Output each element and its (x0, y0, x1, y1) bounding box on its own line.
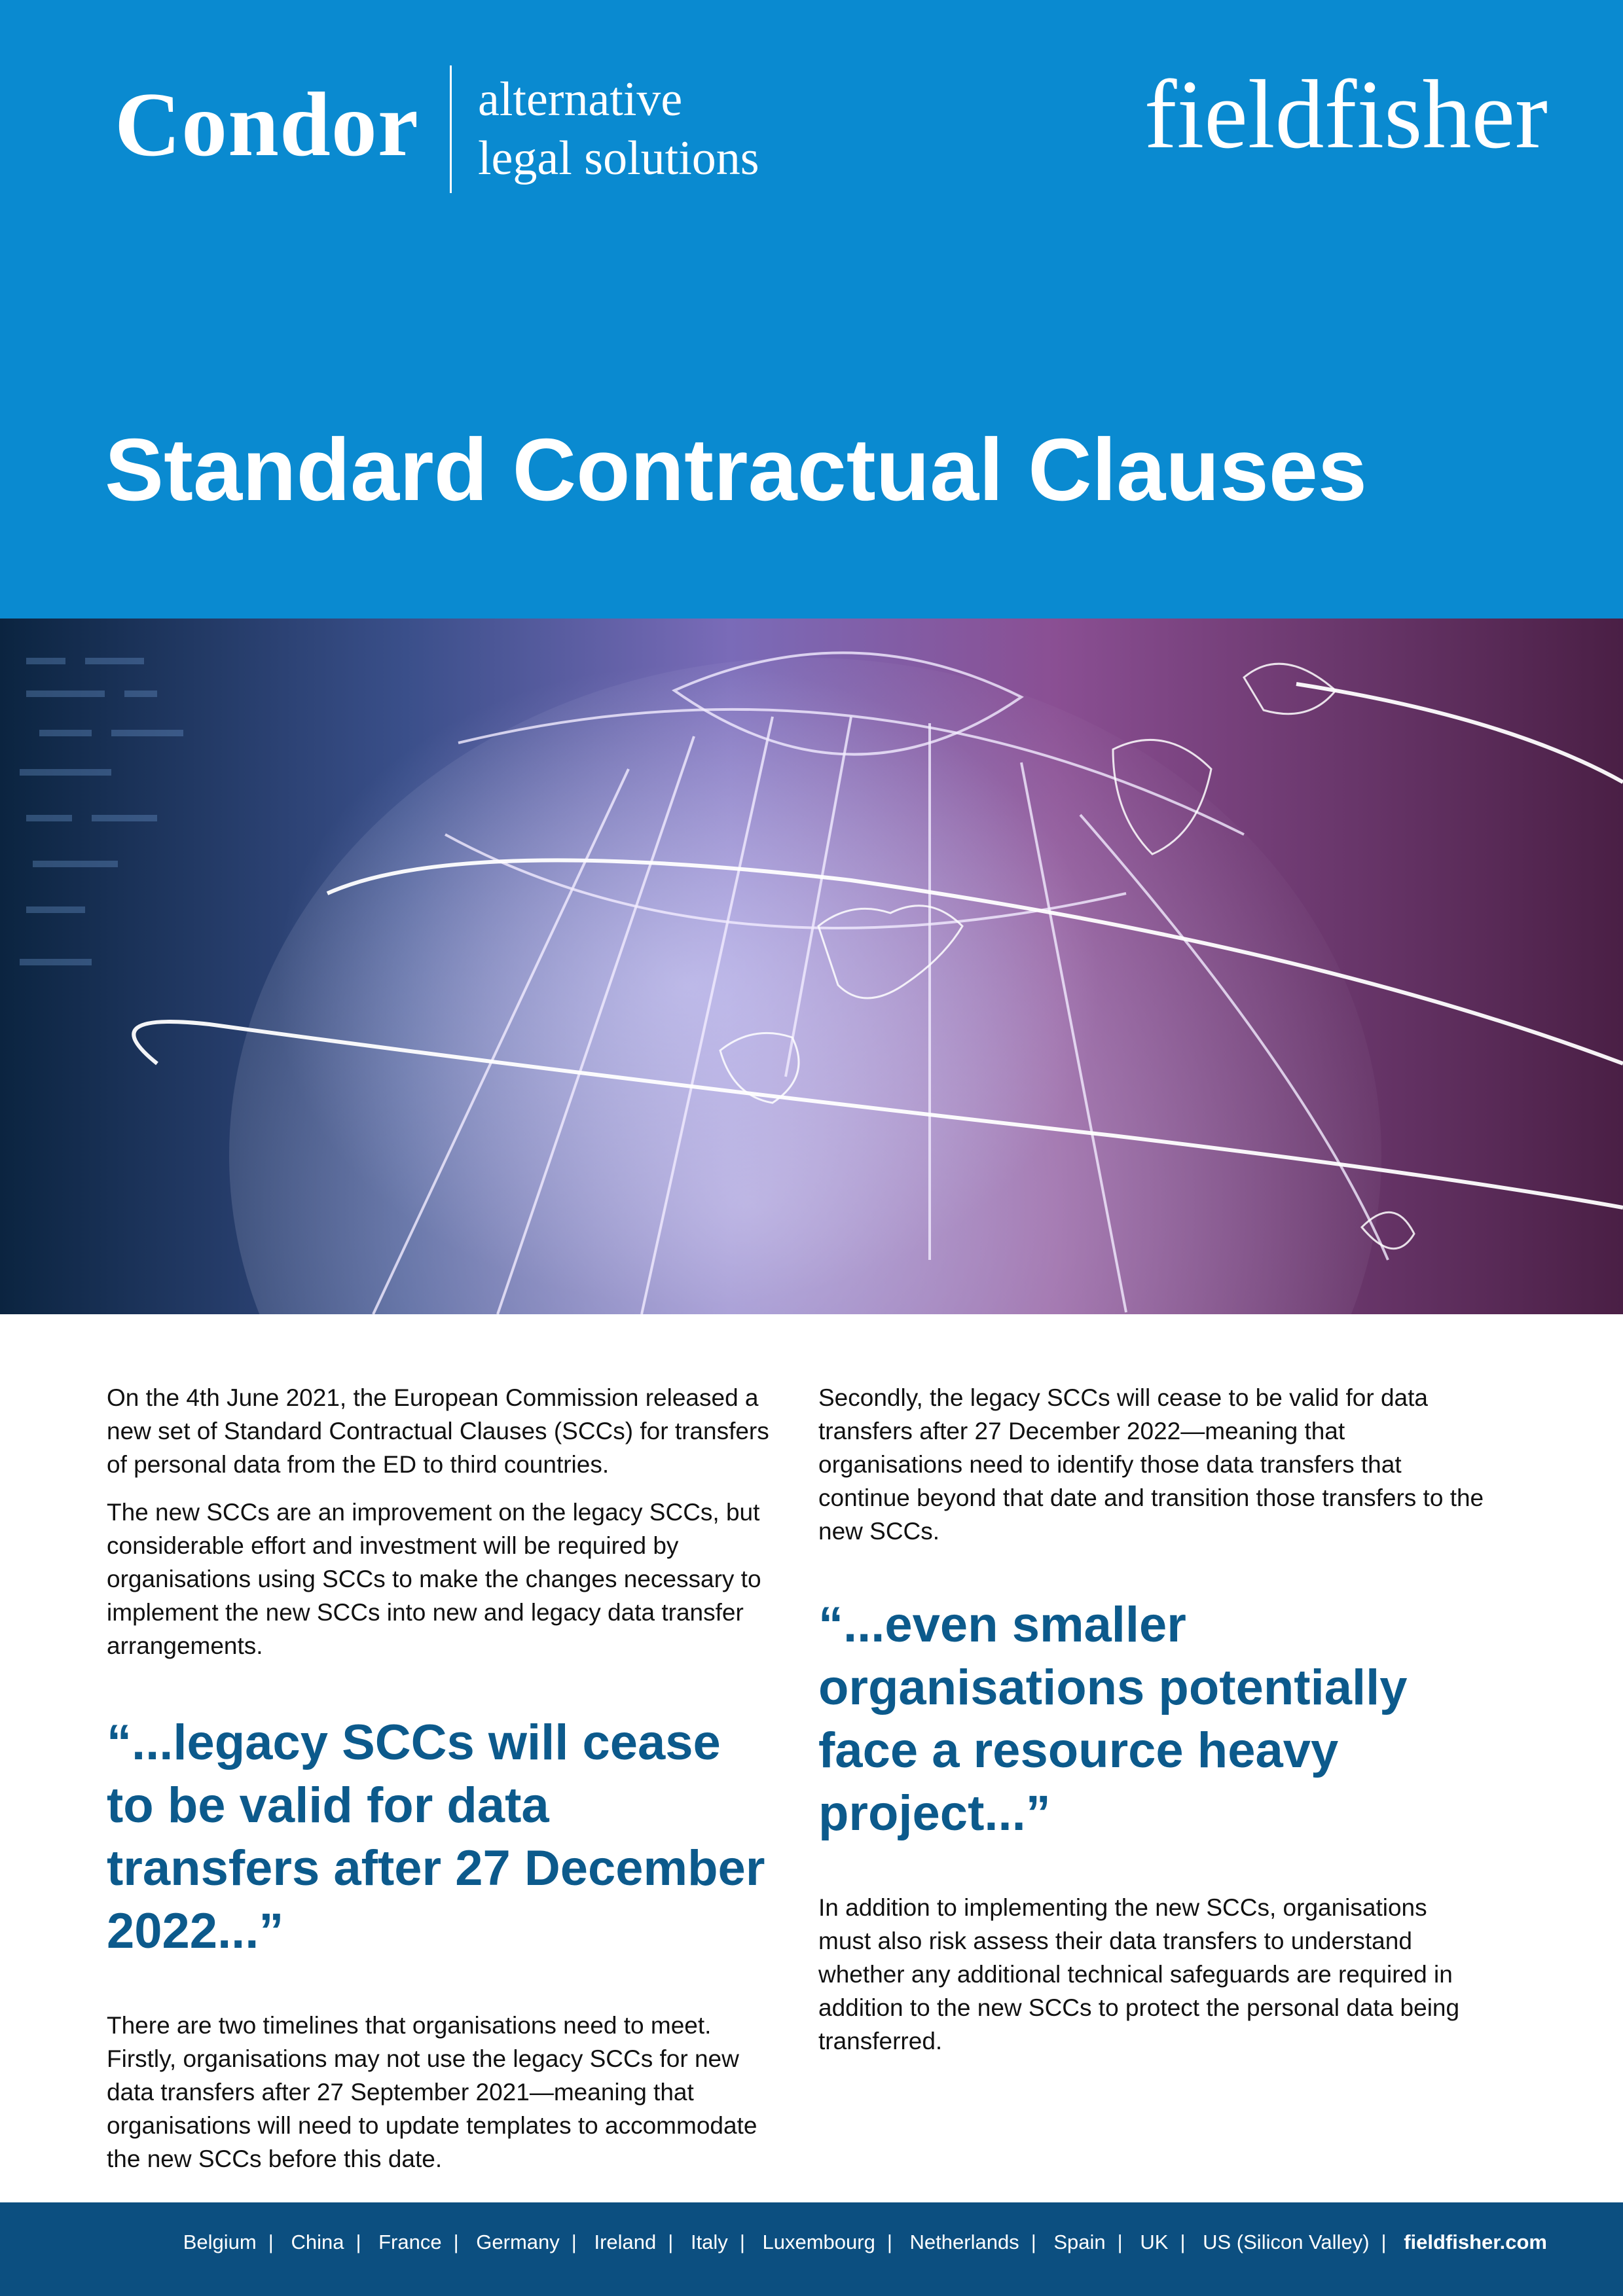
intro-paragraph: On the 4th June 2021, the European Commission released a new set of Standard Contractual Clauses (SCCs) for transfers of personal data from the ED to third countries. (107, 1384, 769, 1478)
footer-country: Spain (1053, 2231, 1106, 2253)
risk-assessment-paragraph: In addition to implementing the new SCCs, organisations must also risk assess their data transfers to understand whether any additional technical safeguards are required in addition to the new SCCs to protect the personal data being transferred. (818, 1894, 1460, 2054)
footer-separator: | (1117, 2231, 1123, 2253)
footer-country: Netherlands (909, 2231, 1019, 2253)
footer-country: Luxembourg (762, 2231, 875, 2253)
footer-separator: | (1030, 2231, 1036, 2253)
footer-country: UK (1140, 2231, 1169, 2253)
footer-separator: | (668, 2231, 674, 2253)
data-texture (20, 658, 183, 965)
footer-country: Belgium (183, 2231, 257, 2253)
footer-offices (183, 2232, 1547, 2252)
globe-illustration (0, 619, 1623, 1314)
footer-country: Ireland (594, 2231, 657, 2253)
pull-quote-legacy: “...legacy SCCs will cease to be valid for data transfers after 27 December 2022...” (107, 1715, 765, 1959)
pull-quote-smaller-orgs: “...even smaller organisations potentially face a resource heavy project...” (818, 1597, 1408, 1841)
condor-tagline-line-2: legal solutions (478, 132, 759, 185)
footer-bar (0, 2202, 1623, 2296)
footer-separator: | (453, 2231, 459, 2253)
page-title: Standard Contractual Clauses (105, 420, 1367, 519)
condor-logo-divider (450, 65, 452, 193)
footer-separator: | (1180, 2231, 1186, 2253)
condor-logo-word: Condor (115, 74, 419, 175)
footer-website-link[interactable]: fieldfisher.com (1404, 2231, 1547, 2253)
footer-separator: | (739, 2231, 745, 2253)
footer-separator: | (886, 2231, 892, 2253)
footer-country: China (291, 2231, 344, 2253)
footer-country: France (378, 2231, 442, 2253)
hero-globe-image (0, 619, 1623, 1314)
footer-separator: | (1381, 2231, 1387, 2253)
right-column (818, 1381, 1486, 2072)
header-band (0, 0, 1623, 619)
improvement-paragraph: The new SCCs are an improvement on the legacy SCCs, but considerable effort and investment will be required by organisations using SCCs to make the changes necessary to implement the new SCCs into new and legacy data transfer arrangements. (107, 1499, 761, 1659)
footer-country: US (Silicon Valley) (1203, 2231, 1370, 2253)
fieldfisher-logo: fieldfisher (1144, 60, 1548, 169)
footer-separator: | (268, 2231, 274, 2253)
footer-separator: | (571, 2231, 577, 2253)
footer-country: Germany (476, 2231, 560, 2253)
footer-separator: | (356, 2231, 361, 2253)
second-timeline-paragraph: Secondly, the legacy SCCs will cease to be valid for data transfers after 27 December 2022—meaning that organisations need to identify those data transfers that continue beyond that date and transition those transfers to the new SCCs. (818, 1384, 1484, 1545)
timelines-paragraph: There are two timelines that organisations need to meet. Firstly, organisations may not use the legacy SCCs for new data transfers after 27 September 2021—meaning that organisations will need to update templates to accommodate the new SCCs before this date. (107, 2012, 757, 2172)
left-column (107, 1381, 775, 2190)
condor-tagline-line-1: alternative (478, 73, 683, 126)
footer-country: Italy (690, 2231, 728, 2253)
